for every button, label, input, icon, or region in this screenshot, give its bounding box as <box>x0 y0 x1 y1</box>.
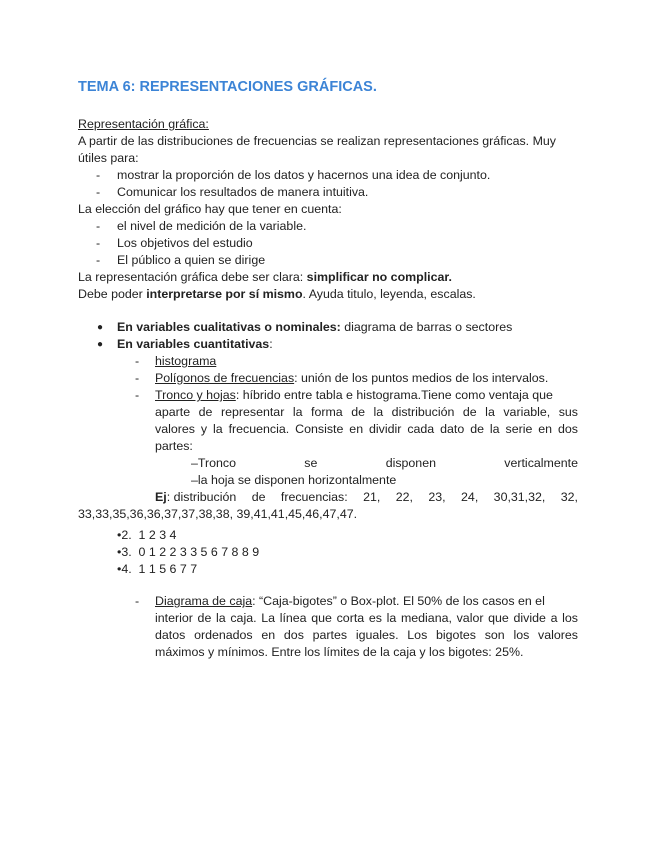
polygon-label: Polígonos de frecuencias <box>155 371 295 385</box>
stem-row: •2. 1 2 3 4 <box>117 528 177 542</box>
use-item: mostrar la proporción de los datos y hacernos una idea de conjunto. <box>117 168 491 182</box>
boxplot-line-4: máximos y mínimos. Entre los límites de la caja y los bigotes: 25%. <box>155 645 524 659</box>
dash-marker: - <box>96 168 101 182</box>
dash-marker: - <box>135 388 140 402</box>
qualitative-label: En variables cualitativas o nominales: <box>117 320 341 334</box>
boxplot-label: Diagrama de caja <box>155 594 253 608</box>
polygon-text: : unión de los puntos medios de los intervalos. <box>294 371 549 385</box>
example-word: 24, <box>461 490 479 504</box>
clarity-text: La representación gráfica debe ser clara: <box>78 270 307 284</box>
interpret-text: Debe poder <box>78 287 147 301</box>
example-word: 21, <box>363 490 381 504</box>
example-label: Ej <box>155 490 167 504</box>
intro-line-2: útiles para: <box>78 151 139 165</box>
interpret-text-end: . Ayuda titulo, leyenda, escalas. <box>302 287 476 301</box>
quantitative-colon: : <box>269 337 273 351</box>
stem-leaf-line-4: partes: <box>155 439 193 453</box>
clarity-line <box>78 270 452 284</box>
trunk-word: se <box>304 456 318 470</box>
trunk-line <box>191 456 578 470</box>
stem-leaf-line-3: valores y la frecuencia. Consiste en dividir cada dato de la serie en dos <box>155 422 578 436</box>
histogram-item: histograma <box>155 354 217 368</box>
quantitative-label: En variables cuantitativas <box>117 337 270 351</box>
bullet-marker: ● <box>97 339 104 350</box>
example-word: 30,31,32, <box>493 490 546 504</box>
example-word: 23, <box>428 490 446 504</box>
choice-item: El público a quien se dirige <box>117 253 266 267</box>
stem-leaf-label: Tronco y hojas <box>155 388 236 402</box>
leaf-line: –la hoja se disponen horizontalmente <box>191 473 397 487</box>
clarity-emphasis: simplificar no complicar. <box>306 270 452 284</box>
boxplot-line-2: interior de la caja. La línea que corta es la mediana, valor que divide a los <box>155 611 578 625</box>
interpret-emphasis: interpretarse por sí mismo <box>146 287 303 301</box>
example-word: : distribución <box>166 490 237 504</box>
example-line-2: 33,33,35,36,36,37,37,38,38, 39,41,41,45,46,47,47. <box>78 507 358 521</box>
example-word: 32, <box>560 490 578 504</box>
intro-line-1: A partir de las distribuciones de frecuencias se realizan representaciones gráficas. Muy <box>78 134 556 148</box>
example-line-1 <box>155 490 578 504</box>
boxplot-line-3: datos ordenados en dos partes iguales. Los bigotes son los valores <box>155 628 578 642</box>
section-heading: Representación gráfica: <box>78 117 209 131</box>
stem-leaf-text: : híbrido entre tabla e histograma.Tiene como ventaja que <box>235 388 553 402</box>
interpret-line <box>78 287 476 301</box>
qualitative-text: diagrama de barras o sectores <box>340 320 513 334</box>
polygon-item <box>155 371 548 385</box>
dash-marker: - <box>96 219 101 233</box>
dash-marker: - <box>135 371 140 385</box>
boxplot-line-1 <box>155 594 578 608</box>
stem-row: •4. 1 1 5 6 7 7 <box>117 562 198 576</box>
dash-marker: - <box>96 236 101 250</box>
dash-marker: - <box>135 354 140 368</box>
page-title: TEMA 6: REPRESENTACIONES GRÁFICAS. <box>78 79 377 95</box>
example-start <box>155 490 236 504</box>
boxplot-line-1-text <box>155 594 545 608</box>
trunk-word: verticalmente <box>504 456 578 470</box>
example-word: frecuencias: <box>280 490 348 504</box>
qualitative-item <box>117 320 512 334</box>
dash-marker: - <box>96 253 101 267</box>
stem-row: •3. 0 1 2 2 3 3 5 6 7 8 8 9 <box>117 545 260 559</box>
trunk-word: disponen <box>385 456 436 470</box>
choice-item: Los objetivos del estudio <box>117 236 253 250</box>
dash-marker: - <box>96 185 101 199</box>
stem-leaf-line-1-text <box>155 388 553 402</box>
choice-intro: La elección del gráfico hay que tener en cuenta: <box>78 202 342 216</box>
bullet-marker: ● <box>97 322 104 333</box>
boxplot-text: : “Caja-bigotes” o Box-plot. El 50% de los casos en el <box>252 594 545 608</box>
example-word: 22, <box>395 490 413 504</box>
trunk-word: –Tronco <box>191 456 236 470</box>
example-word: de <box>251 490 266 504</box>
quantitative-item <box>117 337 273 351</box>
stem-leaf-line-2: aparte de representar la forma de la distribución de la variable, sus <box>155 405 578 419</box>
dash-marker: - <box>135 594 140 608</box>
use-item: Comunicar los resultados de manera intuitiva. <box>117 185 369 199</box>
choice-item: el nivel de medición de la variable. <box>117 219 307 233</box>
stem-leaf-line-1 <box>155 388 578 402</box>
